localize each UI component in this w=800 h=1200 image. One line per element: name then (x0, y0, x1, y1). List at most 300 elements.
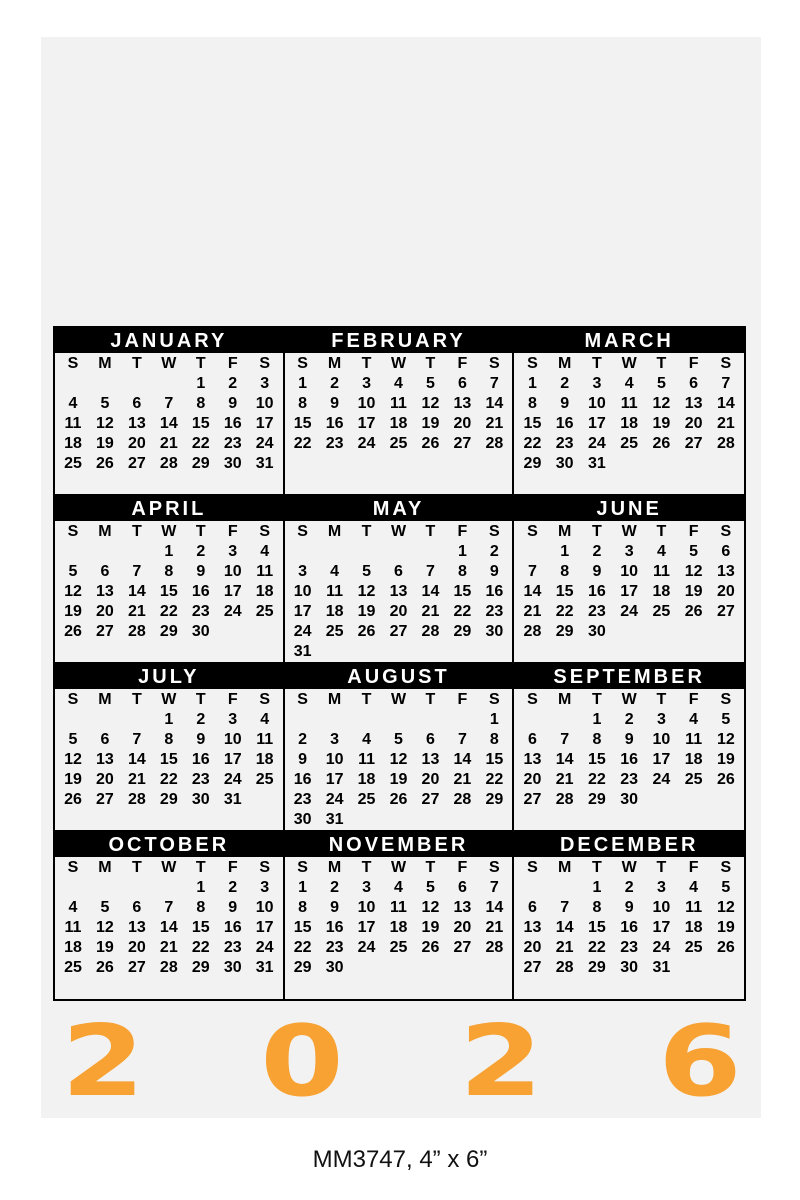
day-number: 11 (652, 562, 670, 580)
day-number: 27 (96, 790, 114, 808)
day-number: 1 (560, 542, 570, 560)
month-title: SEPTEMBER (514, 664, 744, 689)
day-number: 19 (389, 770, 408, 788)
month-block (514, 832, 744, 1000)
weekday-label: M (98, 355, 112, 372)
day-number: 10 (223, 730, 242, 748)
day-number: 10 (293, 582, 312, 600)
day-number: 22 (555, 602, 574, 620)
day-number: 25 (652, 602, 671, 620)
day-number: 14 (159, 918, 178, 936)
day-number: 30 (293, 810, 312, 828)
day-number: 23 (325, 938, 344, 956)
day-number: 28 (421, 622, 440, 640)
day-number: 28 (523, 622, 542, 640)
day-number: 11 (256, 730, 274, 748)
day-number: 29 (159, 790, 178, 808)
day-number: 16 (191, 750, 210, 768)
day-number: 24 (357, 938, 376, 956)
day-number: 3 (656, 878, 666, 896)
weekday-label: T (425, 355, 436, 372)
weekday-label: T (656, 858, 667, 876)
weekday-label: W (161, 858, 177, 876)
day-number: 10 (620, 562, 639, 580)
weekday-label: T (592, 355, 602, 372)
weekday-label: S (527, 355, 538, 372)
day-number: 12 (421, 395, 440, 412)
day-number: 28 (159, 958, 178, 976)
day-number: 29 (588, 958, 606, 976)
day-number: 22 (453, 602, 472, 620)
day-number: 20 (523, 770, 542, 788)
day-number: 11 (390, 898, 407, 916)
day-number: 3 (656, 710, 666, 728)
month-title: DECEMBER (514, 832, 744, 857)
day-number: 21 (127, 770, 146, 788)
day-number: 21 (453, 770, 472, 788)
day-number: 25 (389, 938, 408, 956)
day-number: 10 (652, 730, 671, 748)
weekday-label: F (688, 355, 699, 372)
day-number: 5 (425, 878, 435, 896)
weekday-label: S (297, 690, 308, 708)
empty-cell (549, 878, 581, 898)
month-title: JULY (55, 664, 283, 689)
day-number: 19 (64, 770, 82, 788)
day-number: 12 (64, 750, 82, 768)
day-number: 10 (255, 898, 274, 916)
day-number: 8 (560, 562, 570, 580)
weekday-label: T (361, 355, 372, 372)
weekday-label: T (131, 690, 142, 708)
day-number: 17 (357, 918, 376, 936)
day-number: 6 (132, 395, 142, 412)
empty-cell (121, 878, 153, 898)
day-number: 1 (196, 375, 206, 392)
weekday-label: W (621, 522, 637, 540)
weekday-label: T (195, 858, 206, 876)
month-title: MAY (285, 496, 513, 521)
day-number: 31 (293, 642, 312, 660)
weekday-label: F (457, 858, 468, 876)
day-number: 12 (716, 730, 735, 748)
day-number: 4 (68, 898, 78, 916)
weekday-label: T (592, 858, 602, 876)
day-number: 8 (592, 898, 602, 916)
day-number: 19 (716, 750, 735, 768)
day-number: 3 (330, 730, 340, 748)
day-number: 19 (421, 415, 440, 432)
weekday-label: W (390, 355, 407, 372)
day-number: 12 (96, 918, 114, 936)
weekday-label: W (390, 690, 407, 708)
day-number: 26 (357, 622, 376, 640)
month-block (285, 328, 515, 496)
day-number: 18 (255, 750, 274, 768)
day-number: 18 (652, 582, 671, 600)
year-display (53, 1004, 750, 1119)
day-number: 28 (127, 790, 146, 808)
day-number: 12 (389, 750, 408, 768)
day-number: 27 (716, 602, 735, 620)
day-number: 12 (652, 395, 671, 412)
day-number: 20 (523, 938, 542, 956)
day-number: 19 (357, 602, 376, 620)
day-number: 28 (716, 435, 735, 452)
day-number: 28 (485, 938, 504, 956)
day-number: 4 (394, 375, 403, 392)
day-number: 21 (555, 770, 574, 788)
day-number: 30 (191, 790, 210, 808)
month-title: OCTOBER (55, 832, 283, 857)
day-number: 27 (96, 622, 114, 640)
day-number: 28 (485, 435, 504, 452)
day-number: 6 (100, 730, 110, 748)
weekday-label: T (425, 690, 436, 708)
day-number: 1 (489, 710, 499, 728)
empty-cell (89, 542, 121, 562)
weekday-label: F (227, 858, 238, 876)
day-number: 8 (196, 395, 206, 412)
empty-cell (287, 542, 319, 562)
day-number: 13 (523, 750, 542, 768)
weekday-label: W (390, 858, 407, 876)
day-number: 7 (164, 395, 174, 412)
day-number: 9 (592, 562, 602, 580)
day-number: 10 (255, 395, 274, 412)
day-number: 10 (588, 395, 606, 412)
day-number: 16 (223, 415, 242, 432)
day-number: 21 (127, 602, 146, 620)
day-number: 13 (523, 918, 542, 936)
day-number: 8 (298, 395, 308, 412)
day-number: 27 (453, 435, 472, 452)
weekday-label: M (558, 522, 572, 540)
day-number: 26 (96, 958, 114, 976)
day-number: 28 (127, 622, 146, 640)
day-number: 20 (684, 415, 703, 432)
day-number: 22 (485, 770, 504, 788)
day-number: 3 (362, 878, 371, 896)
year-digit: 6 (658, 1004, 742, 1119)
day-number: 24 (293, 622, 312, 640)
day-number: 8 (298, 898, 308, 916)
day-number: 12 (716, 898, 735, 916)
empty-cell (121, 374, 153, 394)
day-number: 30 (223, 958, 242, 976)
weekday-label: F (457, 355, 468, 372)
day-number: 25 (64, 958, 82, 976)
day-grid (55, 353, 283, 474)
weekday-label: T (361, 858, 372, 876)
day-number: 1 (457, 542, 467, 560)
day-number: 27 (453, 938, 472, 956)
day-number: 2 (196, 710, 206, 728)
day-number: 13 (684, 395, 703, 412)
weekday-label: F (688, 522, 699, 540)
day-number: 22 (293, 938, 312, 956)
day-number: 26 (716, 938, 735, 956)
day-number: 8 (196, 898, 206, 916)
day-number: 17 (293, 602, 312, 620)
day-number: 1 (298, 375, 308, 392)
day-number: 30 (555, 455, 574, 472)
day-number: 23 (223, 435, 242, 452)
day-number: 15 (159, 750, 178, 768)
day-number: 14 (453, 750, 472, 768)
day-number: 1 (298, 878, 308, 896)
weekday-label: M (327, 522, 342, 540)
weekday-label: S (720, 858, 732, 876)
day-number: 6 (457, 375, 467, 392)
day-number: 20 (453, 415, 472, 432)
day-number: 13 (127, 918, 146, 936)
day-number: 5 (68, 562, 78, 580)
day-grid (285, 353, 513, 454)
day-number: 25 (684, 770, 703, 788)
day-number: 19 (64, 602, 82, 620)
empty-cell (57, 542, 89, 562)
day-number: 15 (293, 918, 312, 936)
day-number: 4 (656, 542, 666, 560)
day-grid (55, 689, 283, 810)
day-number: 25 (620, 435, 639, 452)
day-number: 6 (100, 562, 110, 580)
day-number: 10 (652, 898, 671, 916)
empty-cell (414, 710, 446, 730)
day-number: 15 (555, 582, 574, 600)
empty-cell (319, 542, 351, 562)
day-number: 7 (489, 878, 499, 896)
weekday-label: S (297, 522, 308, 540)
day-number: 4 (260, 542, 270, 560)
weekday-label: M (327, 858, 342, 876)
weekday-label: T (195, 355, 206, 372)
day-number: 19 (652, 415, 671, 432)
empty-cell (516, 878, 548, 898)
weekday-label: S (720, 690, 732, 708)
day-number: 24 (652, 938, 671, 956)
empty-cell (57, 374, 89, 394)
day-number: 6 (689, 375, 699, 392)
empty-cell (516, 542, 548, 562)
weekday-label: T (656, 522, 667, 540)
day-number: 16 (485, 582, 504, 600)
day-number: 26 (64, 622, 82, 640)
day-number: 11 (64, 918, 82, 936)
day-number: 23 (588, 602, 606, 620)
day-number: 24 (223, 602, 242, 620)
day-number: 5 (394, 730, 403, 748)
day-grid (514, 521, 744, 642)
day-number: 24 (255, 435, 274, 452)
day-number: 5 (68, 730, 78, 748)
day-number: 2 (228, 375, 238, 392)
day-number: 18 (620, 415, 639, 432)
day-number: 3 (260, 375, 270, 392)
day-number: 17 (620, 582, 639, 600)
day-number: 7 (721, 375, 731, 392)
day-number: 12 (64, 582, 82, 600)
weekday-label: T (131, 522, 142, 540)
day-number: 6 (457, 878, 467, 896)
day-number: 11 (685, 730, 703, 748)
weekday-label: T (361, 522, 372, 540)
weekday-label: S (297, 858, 308, 876)
empty-cell (121, 542, 153, 562)
weekday-label: F (227, 522, 238, 540)
day-number: 17 (223, 582, 242, 600)
day-number: 18 (389, 918, 408, 936)
day-number: 16 (191, 582, 210, 600)
day-number: 28 (555, 790, 574, 808)
day-number: 3 (228, 542, 238, 560)
day-number: 6 (527, 730, 537, 748)
day-number: 5 (100, 898, 110, 916)
day-number: 6 (527, 898, 537, 916)
day-number: 30 (223, 455, 242, 472)
day-number: 29 (191, 958, 210, 976)
day-number: 20 (453, 918, 472, 936)
weekday-label: W (161, 522, 177, 540)
day-number: 28 (453, 790, 472, 808)
weekday-label: S (720, 355, 732, 372)
month-block (285, 832, 515, 1000)
day-number: 26 (684, 602, 703, 620)
weekday-label: S (720, 522, 732, 540)
weekday-label: T (131, 355, 142, 372)
day-number: 13 (421, 750, 440, 768)
day-number: 20 (127, 938, 146, 956)
day-grid (514, 353, 744, 474)
day-number: 22 (588, 770, 606, 788)
day-number: 22 (191, 938, 210, 956)
day-number: 4 (362, 730, 371, 748)
empty-cell (89, 374, 121, 394)
day-number: 18 (255, 582, 274, 600)
day-number: 15 (453, 582, 472, 600)
day-number: 6 (721, 542, 731, 560)
day-number: 21 (716, 415, 735, 432)
day-number: 25 (684, 938, 703, 956)
weekday-label: M (98, 522, 112, 540)
day-number: 23 (325, 435, 344, 452)
weekday-label: T (195, 690, 206, 708)
day-number: 26 (421, 938, 440, 956)
day-number: 4 (68, 395, 78, 412)
day-number: 30 (485, 622, 504, 640)
day-number: 11 (256, 562, 274, 580)
month-title: JANUARY (55, 328, 283, 353)
day-number: 12 (96, 415, 114, 432)
empty-cell (351, 710, 383, 730)
day-number: 20 (389, 602, 408, 620)
day-number: 2 (298, 730, 308, 748)
day-number: 18 (357, 770, 376, 788)
weekday-label: T (656, 690, 667, 708)
day-grid (285, 521, 513, 662)
day-number: 23 (293, 790, 312, 808)
weekday-label: S (489, 355, 500, 372)
day-number: 21 (159, 435, 178, 452)
day-number: 8 (527, 395, 537, 412)
day-number: 11 (358, 750, 375, 768)
weekday-label: S (259, 522, 271, 540)
day-number: 31 (223, 790, 242, 808)
weekday-label: M (98, 690, 112, 708)
empty-cell (446, 710, 478, 730)
day-number: 24 (652, 770, 671, 788)
day-number: 2 (330, 878, 340, 896)
month-block (55, 664, 285, 832)
weekday-label: W (621, 690, 637, 708)
day-number: 20 (96, 602, 114, 620)
weekday-label: S (297, 355, 308, 372)
day-number: 15 (523, 415, 542, 432)
product-caption: MM3747, 4” x 6” (312, 1146, 488, 1173)
day-number: 20 (96, 770, 114, 788)
day-number: 22 (293, 435, 312, 452)
day-number: 9 (196, 730, 206, 748)
empty-cell (383, 710, 415, 730)
weekday-label: S (67, 858, 79, 876)
month-block (285, 496, 515, 664)
empty-cell (351, 542, 383, 562)
day-number: 27 (684, 435, 703, 452)
month-block (55, 328, 285, 496)
day-number: 25 (325, 622, 344, 640)
day-number: 20 (421, 770, 440, 788)
day-number: 5 (721, 710, 731, 728)
day-number: 30 (620, 958, 639, 976)
weekday-label: S (67, 355, 79, 372)
day-number: 21 (555, 938, 574, 956)
day-number: 13 (96, 582, 114, 600)
weekday-label: T (592, 690, 602, 708)
day-number: 1 (164, 710, 174, 728)
day-number: 13 (453, 395, 472, 412)
day-number: 14 (485, 395, 504, 412)
weekday-label: F (227, 690, 238, 708)
day-number: 25 (389, 435, 408, 452)
day-number: 16 (293, 770, 312, 788)
day-number: 2 (196, 542, 206, 560)
day-number: 2 (592, 542, 602, 560)
day-number: 13 (96, 750, 114, 768)
day-number: 30 (325, 958, 344, 976)
day-number: 7 (425, 562, 435, 580)
day-number: 7 (164, 898, 174, 916)
day-number: 18 (64, 435, 82, 452)
weekday-label: W (161, 690, 177, 708)
day-number: 12 (421, 898, 440, 916)
day-grid (514, 857, 744, 978)
day-number: 23 (223, 938, 242, 956)
empty-cell (89, 878, 121, 898)
day-number: 18 (684, 918, 703, 936)
empty-cell (89, 710, 121, 730)
day-number: 24 (255, 938, 274, 956)
day-number: 15 (159, 582, 178, 600)
day-number: 17 (325, 770, 344, 788)
weekday-label: S (259, 690, 271, 708)
day-number: 10 (223, 562, 242, 580)
day-number: 17 (588, 415, 606, 432)
day-number: 19 (96, 435, 114, 452)
weekday-label: S (259, 858, 271, 876)
day-grid (55, 857, 283, 978)
day-number: 6 (425, 730, 435, 748)
